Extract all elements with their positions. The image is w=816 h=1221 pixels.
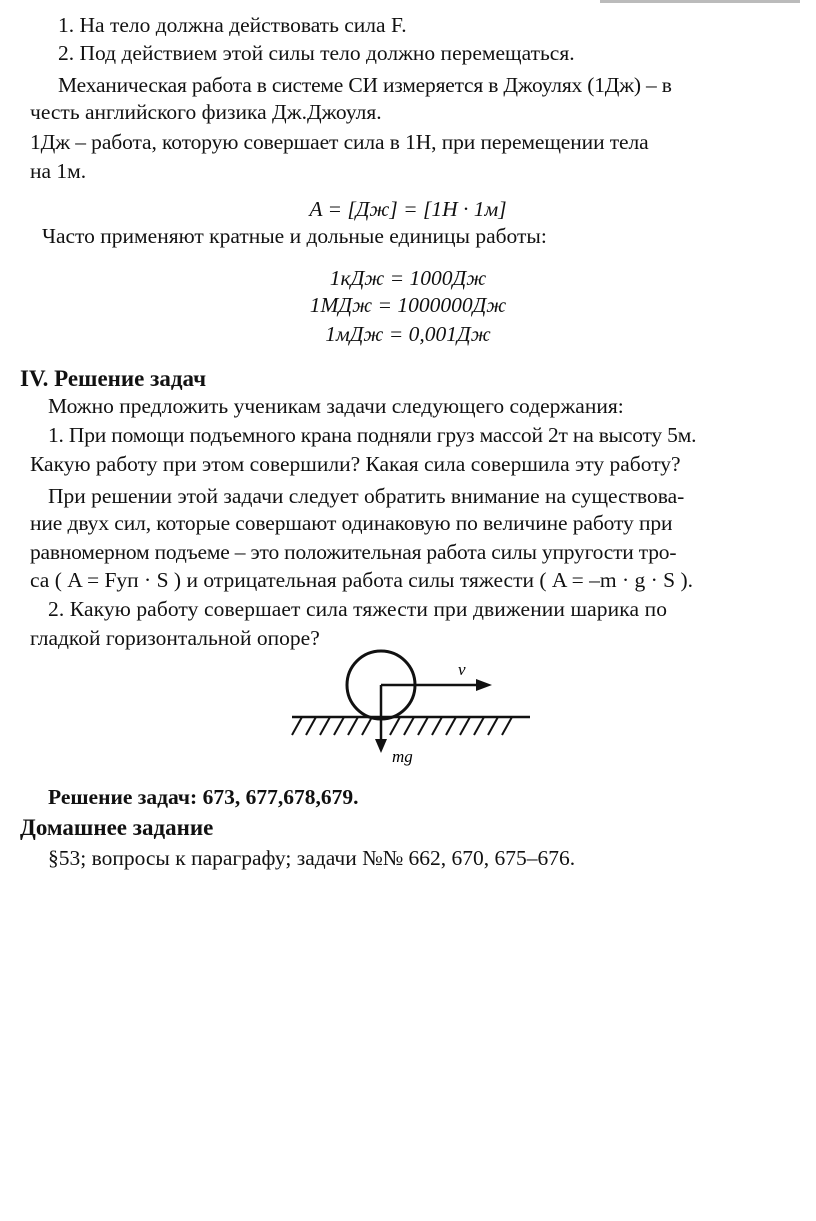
homework-text: §53; вопросы к параграфу; задачи №№ 662, 670, 675–676. (48, 846, 576, 870)
solution-note-1: При решении этой задачи следует обратить внимание на существова- (48, 484, 685, 508)
solution-note-2: ние двух сил, которые совершают одинаковую по величине работу при (30, 511, 673, 535)
problem-2-line-1: 2. Какую работу совершает сила тяжести при движении шарика по (48, 597, 668, 621)
problem-1-line-1: 1. При помощи подъемного крана подняли груз массой 2т на высоту 5м. (48, 423, 697, 447)
velocity-arrow-head (476, 679, 492, 691)
section-heading-problems: IV. Решение задач (20, 366, 207, 391)
formula-joule: A = [Дж] = [1Н · 1м] (309, 197, 507, 221)
gravity-arrow-head (375, 739, 387, 753)
solution-note-3: равномерном подъеме – это положительная работа силы упругости тро- (30, 540, 677, 564)
gravity-label: mg (392, 747, 413, 766)
top-rule (600, 0, 800, 3)
paragraph-joule-1: 1Дж – работа, которую совершает сила в 1Н, при перемещении тела (30, 130, 649, 154)
formula-mj: 1МДж = 1000000Дж (309, 293, 507, 317)
section-heading-homework: Домашнее задание (20, 815, 214, 840)
point-1: 1. На тело должна действовать сила F. (58, 13, 407, 37)
velocity-label: v (458, 660, 466, 679)
paragraph-si-1: Механическая работа в системе СИ измеряется в Джоулях (1Дж) – в (58, 73, 672, 97)
problem-2-line-2: гладкой горизонтальной опоре? (30, 626, 320, 650)
paragraph-si-2: честь английского физика Дж.Джоуля. (30, 100, 382, 124)
paragraph-intro: Можно предложить ученикам задачи следующего содержания: (48, 394, 624, 418)
assigned-problems: Решение задач: 673, 677,678,679. (48, 785, 359, 809)
ball-diagram (280, 645, 540, 775)
point-2: 2. Под действием этой силы тело должно перемещаться. (58, 41, 575, 65)
formula-kj: 1кДж = 1000Дж (329, 266, 487, 290)
problem-1-line-2: Какую работу при этом совершили? Какая сила совершила эту работу? (30, 452, 681, 476)
paragraph-joule-2: на 1м. (30, 159, 87, 183)
formula-millij: 1мДж = 0,001Дж (325, 322, 491, 346)
paragraph-units: Часто применяют кратные и дольные единицы работы: (42, 224, 547, 248)
solution-note-4: са ( A = Fуп · S ) и отрицательная работа силы тяжести ( A = –m · g · S ). (30, 568, 694, 592)
surface-hatching (292, 717, 512, 735)
